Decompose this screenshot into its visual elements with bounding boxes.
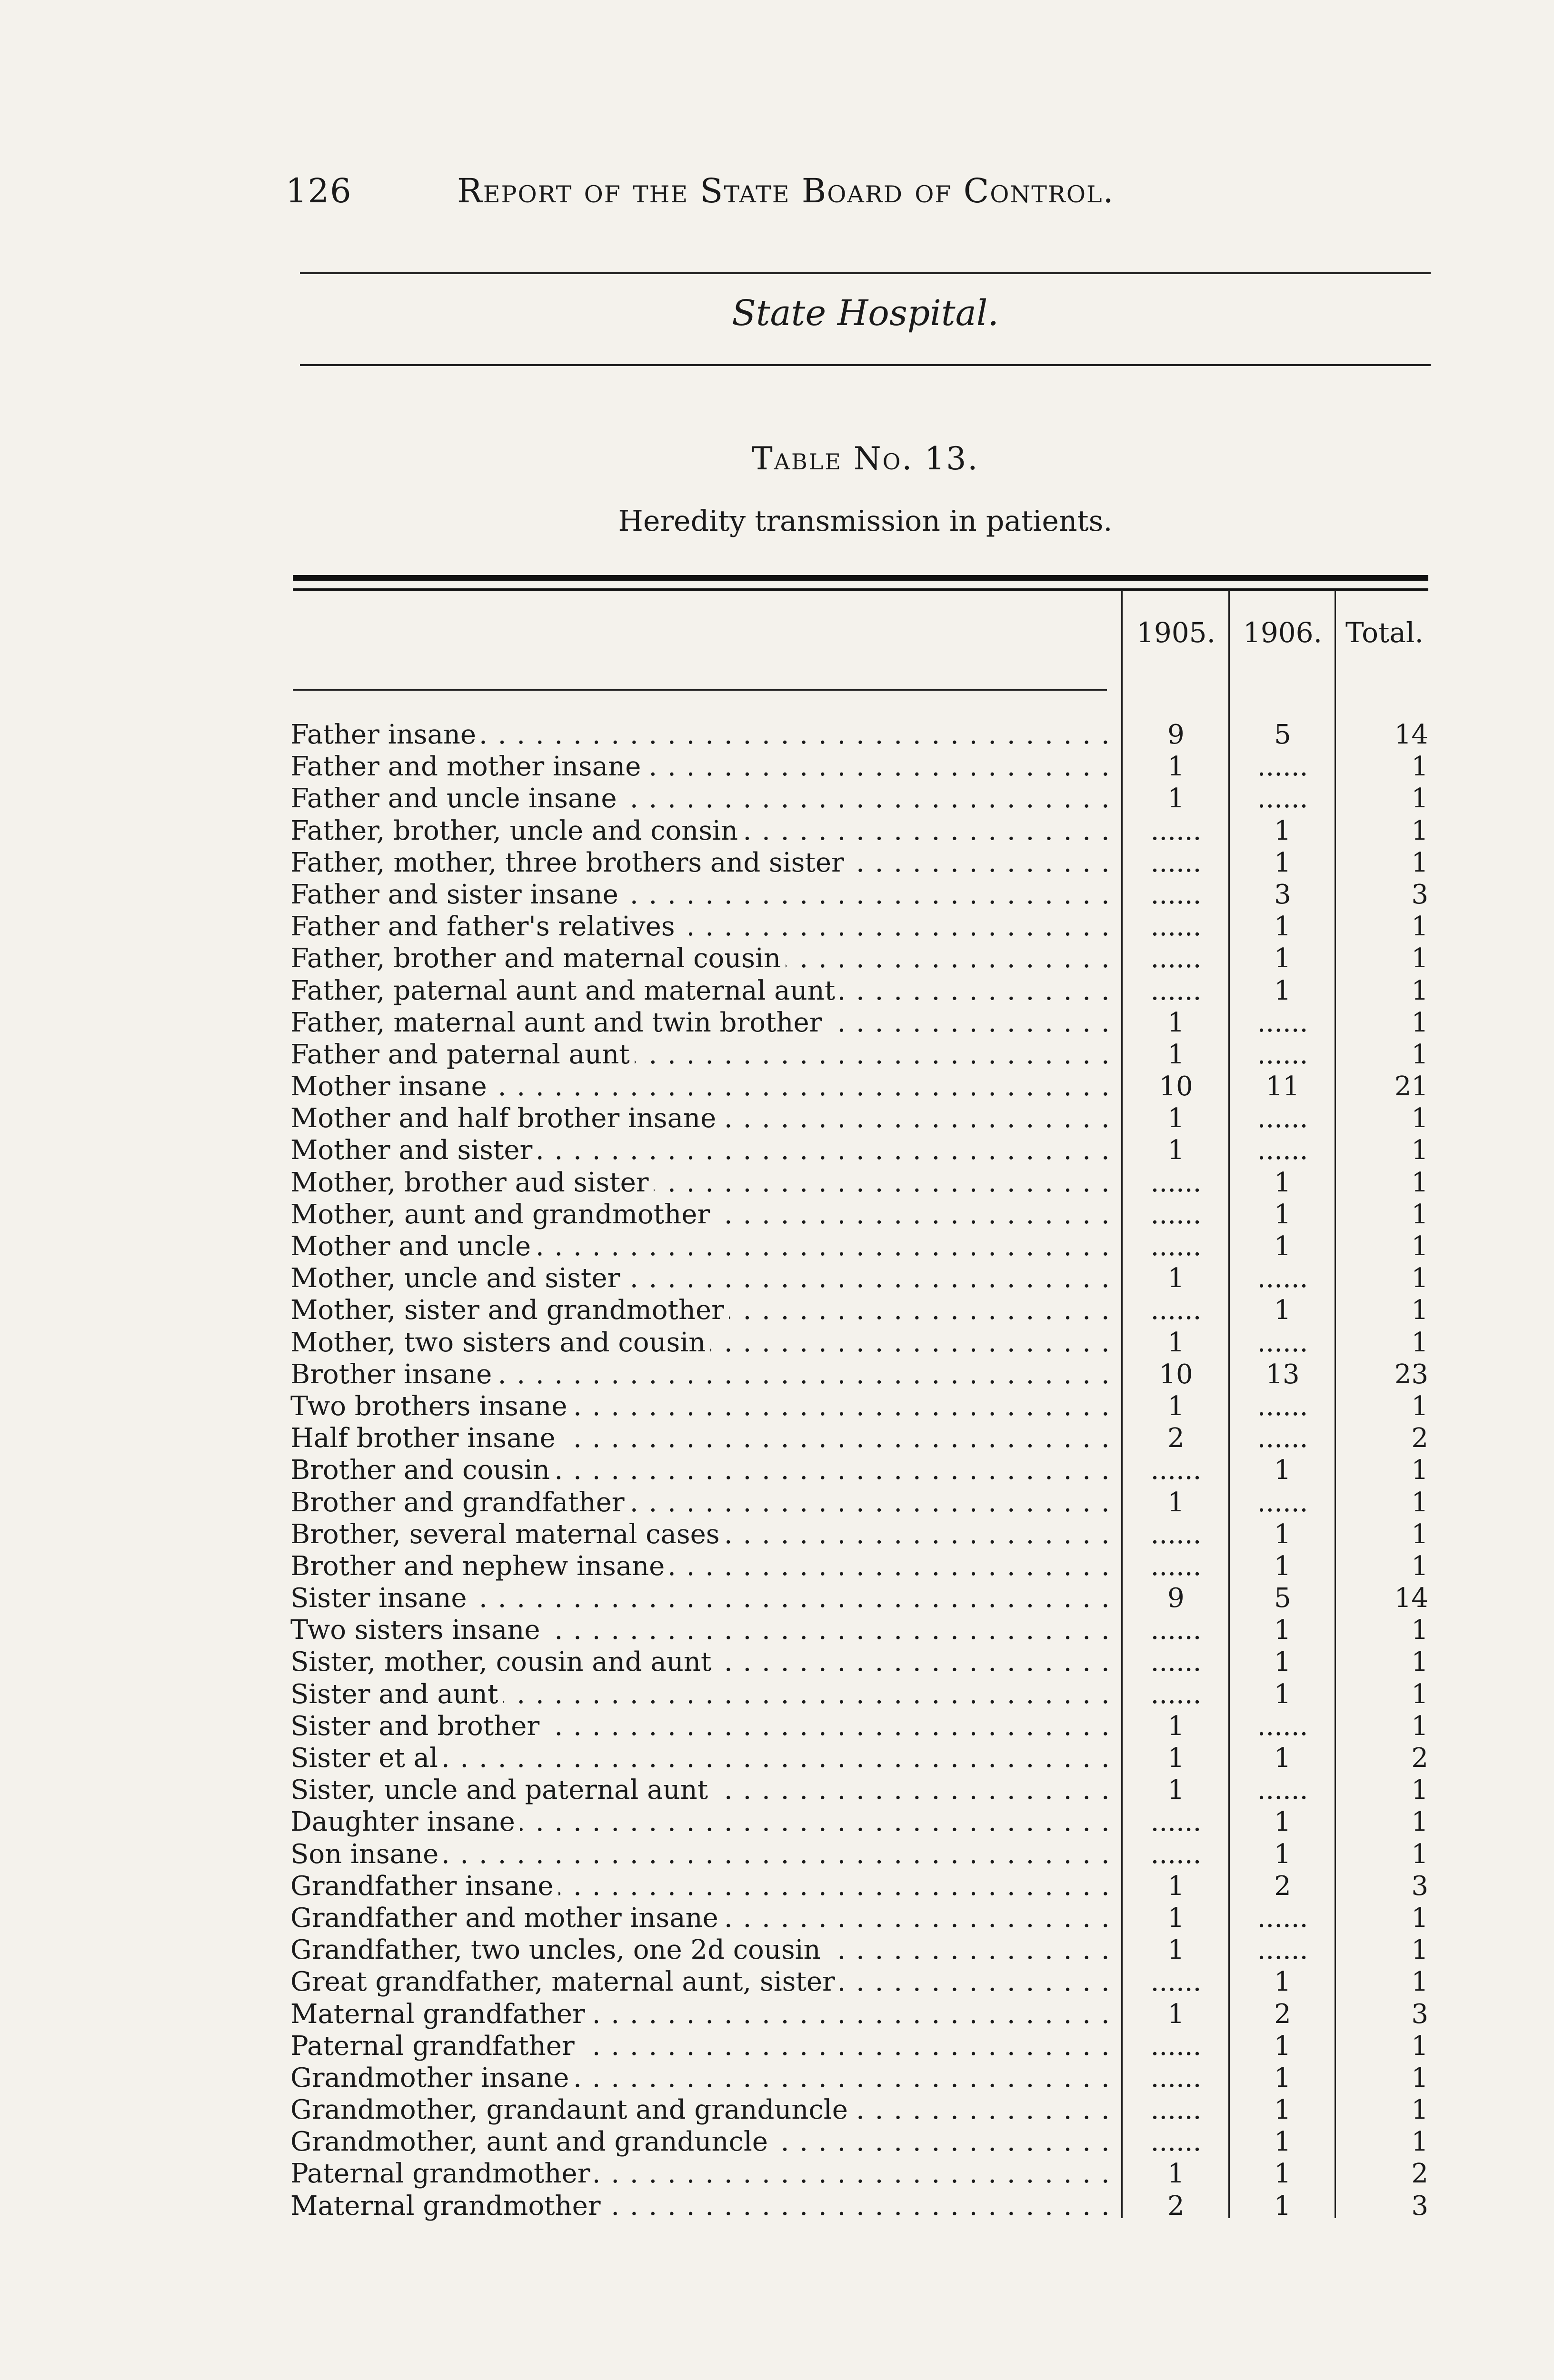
cell-1906: 1	[1274, 943, 1291, 974]
cell-1906: 1	[1274, 1678, 1291, 1710]
cell-1906: ......	[1257, 1902, 1308, 1934]
table-row	[290, 1359, 1433, 1390]
cell-total: 1	[1411, 751, 1428, 783]
table-row	[290, 1102, 1433, 1134]
table-top-rule-thin	[293, 588, 1428, 591]
row-label	[290, 1390, 1109, 1422]
table-row	[290, 1071, 1433, 1102]
cell-1906: 1	[1274, 2126, 1291, 2158]
column-header-1906: 1906.	[1243, 616, 1323, 649]
cell-1906: 1	[1274, 2062, 1291, 2093]
row-label-text: Half brother insane	[290, 1423, 560, 1454]
cell-total: 1	[1411, 847, 1428, 878]
row-label	[290, 2062, 1109, 2094]
cell-1906: 11	[1265, 1071, 1300, 1102]
row-label	[290, 2126, 1109, 2158]
cell-1905: 1	[1167, 1710, 1185, 1742]
table-row	[290, 1487, 1433, 1518]
row-label	[290, 1998, 1109, 2030]
cell-1905: ......	[1150, 1646, 1202, 1678]
row-label-text: Grandfather and mother insane	[290, 1903, 723, 1934]
row-label-text: Mother insane	[290, 1071, 492, 1102]
cell-1906: ......	[1257, 1327, 1308, 1358]
cell-total: 14	[1394, 1583, 1428, 1614]
row-label-text: Brother and nephew insane	[290, 1551, 669, 1582]
table-row	[290, 2158, 1433, 2190]
row-label	[290, 1774, 1109, 1806]
cell-total: 1	[1411, 1806, 1428, 1838]
table-body	[290, 719, 1433, 2222]
table-row	[290, 1230, 1433, 1262]
row-label-text: Father and mother insane	[290, 751, 646, 782]
row-label-text: Grandmother insane	[290, 2063, 574, 2093]
table-row	[290, 1550, 1433, 1582]
row-label-text: Grandfather, two uncles, one 2d cousin	[290, 1934, 826, 1965]
cell-1906: 1	[1274, 1806, 1291, 1838]
row-label	[290, 1518, 1109, 1550]
cell-1905: ......	[1150, 2062, 1202, 2093]
cell-1906: ......	[1257, 1263, 1308, 1294]
cell-1906: ......	[1257, 1710, 1308, 1742]
cell-1906: 2	[1274, 1870, 1291, 1902]
row-label	[290, 1838, 1109, 1870]
cell-1906: 1	[1274, 2030, 1291, 2062]
table-row	[290, 1167, 1433, 1199]
cell-1905: 1	[1167, 1390, 1185, 1422]
cell-1905: 1	[1167, 783, 1185, 814]
cell-1905: 1	[1167, 1039, 1185, 1070]
row-label	[290, 1806, 1109, 1838]
cell-total: 1	[1411, 783, 1428, 814]
cell-1906: 1	[1274, 1550, 1291, 1582]
table-row	[290, 1678, 1433, 1710]
cell-total: 1	[1411, 1646, 1428, 1678]
cell-1906: 1	[1274, 1743, 1291, 1774]
cell-total: 1	[1411, 1775, 1428, 1806]
row-label	[290, 783, 1109, 814]
section-title: State Hospital.	[732, 293, 999, 334]
cell-1905: ......	[1150, 1966, 1202, 1998]
cell-1906: 1	[1274, 911, 1291, 942]
cell-total: 1	[1411, 1902, 1428, 1934]
row-label-text: Paternal grandmother	[290, 2158, 595, 2189]
cell-1905: 1	[1167, 1103, 1185, 1134]
cell-total: 3	[1411, 2190, 1428, 2221]
cell-total: 1	[1411, 2094, 1428, 2126]
table-row	[290, 2126, 1433, 2158]
cell-1906: 1	[1274, 1295, 1291, 1326]
row-label	[290, 1102, 1109, 1134]
row-label-text: Mother, two sisters and cousin	[290, 1327, 710, 1358]
table-row	[290, 1199, 1433, 1230]
cell-1905: 2	[1167, 2190, 1185, 2221]
cell-1906: 2	[1274, 1998, 1291, 2030]
cell-total: 3	[1411, 1998, 1428, 2030]
cell-total: 1	[1411, 1295, 1428, 1326]
cell-total: 1	[1411, 1838, 1428, 1870]
cell-1906: 1	[1274, 1838, 1291, 1870]
cell-1906: ......	[1257, 1487, 1308, 1518]
row-label-text: Mother, aunt and grandmother	[290, 1199, 715, 1230]
table-row	[290, 1966, 1433, 1998]
cell-1906: 1	[1274, 1455, 1291, 1486]
row-label-text: Mother and half brother insane	[290, 1103, 721, 1134]
cell-total: 1	[1411, 1327, 1428, 1358]
cell-total: 1	[1411, 943, 1428, 974]
table-row	[290, 1518, 1433, 1550]
cell-1906: 1	[1274, 1199, 1291, 1230]
row-label-text: Grandmother, grandaunt and granduncle	[290, 2094, 853, 2125]
cell-1905: 1	[1167, 1135, 1185, 1166]
row-label-text: Father and uncle insane	[290, 783, 621, 814]
table-row	[290, 751, 1433, 783]
cell-total: 1	[1411, 975, 1428, 1006]
cell-1906: 5	[1274, 1583, 1291, 1614]
cell-1905: ......	[1150, 1199, 1202, 1230]
table-row	[290, 1454, 1433, 1486]
cell-1905: ......	[1150, 2094, 1202, 2126]
cell-1905: ......	[1150, 1167, 1202, 1198]
row-label-text: Father, maternal aunt and twin brother	[290, 1007, 827, 1038]
cell-total: 1	[1411, 2030, 1428, 2062]
cell-total: 1	[1411, 2062, 1428, 2093]
table-row	[290, 1646, 1433, 1678]
cell-1906: 3	[1274, 879, 1291, 910]
row-label-text: Sister, uncle and paternal aunt	[290, 1775, 713, 1805]
cell-1905: ......	[1150, 1455, 1202, 1486]
row-label	[290, 1230, 1109, 1262]
row-label	[290, 1678, 1109, 1710]
cell-total: 1	[1411, 1487, 1428, 1518]
row-label	[290, 751, 1109, 783]
cell-1906: 1	[1274, 1167, 1291, 1198]
cell-1905: 1	[1167, 1487, 1185, 1518]
row-label	[290, 1870, 1109, 1902]
row-label	[290, 2094, 1109, 2126]
row-label	[290, 815, 1109, 847]
row-label-text: Mother and sister	[290, 1135, 537, 1166]
section-rule	[300, 364, 1431, 366]
row-label-text: Daughter insane	[290, 1806, 520, 1837]
table-row	[290, 2030, 1433, 2062]
cell-1905: ......	[1150, 1518, 1202, 1550]
cell-1905: ......	[1150, 1615, 1202, 1646]
row-label-text: Brother and grandfather	[290, 1487, 629, 1518]
cell-1906: ......	[1257, 783, 1308, 814]
table-row	[290, 1134, 1433, 1166]
row-label	[290, 1902, 1109, 1934]
cell-1905: ......	[1150, 943, 1202, 974]
cell-1905: 1	[1167, 1327, 1185, 1358]
row-label-text: Brother insane	[290, 1359, 497, 1390]
row-label-text: Paternal grandfather	[290, 2031, 579, 2062]
row-label-text: Father and father's relatives	[290, 911, 680, 942]
table-row	[290, 1934, 1433, 1966]
row-label	[290, 1454, 1109, 1486]
row-label	[290, 1262, 1109, 1294]
top-rule	[300, 272, 1431, 274]
cell-1906: ......	[1257, 751, 1308, 783]
cell-1905: 1	[1167, 1007, 1185, 1038]
cell-1906: 1	[1274, 1615, 1291, 1646]
cell-1905: ......	[1150, 879, 1202, 910]
row-label-text: Father insane	[290, 719, 481, 750]
cell-1906: 1	[1274, 1966, 1291, 1998]
row-label	[290, 719, 1109, 751]
cell-1905: 1	[1167, 1743, 1185, 1774]
table-top-rule	[293, 575, 1428, 581]
row-label	[290, 1934, 1109, 1966]
row-label-text: Sister insane	[290, 1583, 472, 1614]
row-label-text: Father and sister insane	[290, 879, 623, 910]
row-label-text: Mother, uncle and sister	[290, 1263, 625, 1294]
row-label	[290, 1294, 1109, 1326]
cell-1906: 1	[1274, 2094, 1291, 2126]
row-label-text: Great grandfather, maternal aunt, sister	[290, 1966, 840, 1997]
row-label	[290, 1134, 1109, 1166]
table-row	[290, 815, 1433, 847]
table-row	[290, 1710, 1433, 1742]
row-label	[290, 1582, 1109, 1614]
row-label-text: Father, paternal aunt and maternal aunt	[290, 975, 840, 1006]
cell-total: 1	[1411, 1231, 1428, 1262]
cell-1906: 5	[1274, 719, 1291, 750]
cell-total: 1	[1411, 1966, 1428, 1998]
cell-1905: ......	[1150, 1678, 1202, 1710]
cell-1905: 1	[1167, 1998, 1185, 2030]
cell-1906: ......	[1257, 1934, 1308, 1966]
row-label	[290, 1071, 1109, 1102]
cell-total: 1	[1411, 1135, 1428, 1166]
row-label	[290, 1327, 1109, 1359]
row-label	[290, 1550, 1109, 1582]
cell-1906: 1	[1274, 2158, 1291, 2190]
cell-1905: 1	[1167, 2158, 1185, 2190]
row-label-text: Grandfather insane	[290, 1871, 558, 1902]
row-label-text: Mother and uncle	[290, 1231, 536, 1262]
table-subtitle: Heredity transmission in patients.	[618, 505, 1113, 538]
page-number: 126	[286, 171, 352, 210]
table-row	[290, 2190, 1433, 2222]
cell-1905: ......	[1150, 911, 1202, 942]
cell-1906: 1	[1274, 815, 1291, 846]
cell-1905: 1	[1167, 1263, 1185, 1294]
cell-total: 1	[1411, 815, 1428, 846]
cell-1906: 13	[1265, 1359, 1300, 1390]
cell-total: 1	[1411, 1934, 1428, 1966]
cell-1906: ......	[1257, 1103, 1308, 1134]
table-row	[290, 1614, 1433, 1646]
table-row	[290, 847, 1433, 879]
row-label-text: Father, brother and maternal cousin	[290, 943, 786, 974]
cell-total: 1	[1411, 1390, 1428, 1422]
row-label	[290, 1710, 1109, 1742]
cell-total: 1	[1411, 1615, 1428, 1646]
row-label-text: Two sisters insane	[290, 1615, 545, 1646]
table-row	[290, 2062, 1433, 2094]
cell-1906: 1	[1274, 847, 1291, 878]
table-row	[290, 1806, 1433, 1838]
row-label	[290, 1487, 1109, 1518]
cell-1905: 1	[1167, 1775, 1185, 1806]
table-row	[290, 1998, 1433, 2030]
row-label	[290, 1359, 1109, 1390]
row-label-text: Maternal grandmother	[290, 2191, 606, 2221]
table-row	[290, 975, 1433, 1007]
row-label	[290, 2190, 1109, 2222]
cell-total: 1	[1411, 1263, 1428, 1294]
table-row	[290, 1870, 1433, 1902]
table-row	[290, 1742, 1433, 1774]
row-label-text: Sister and brother	[290, 1711, 544, 1742]
row-label-text: Father, brother, uncle and consin	[290, 815, 743, 846]
cell-1905: ......	[1150, 1806, 1202, 1838]
table-row	[290, 1838, 1433, 1870]
cell-total: 1	[1411, 1039, 1428, 1070]
row-label	[290, 975, 1109, 1007]
cell-1905: 1	[1167, 1934, 1185, 1966]
cell-1906: 1	[1274, 1646, 1291, 1678]
cell-1906: 1	[1274, 2190, 1291, 2221]
cell-1905: ......	[1150, 847, 1202, 878]
cell-1905: ......	[1150, 2126, 1202, 2158]
cell-1906: 1	[1274, 1231, 1291, 1262]
row-label-text: Sister and aunt	[290, 1679, 503, 1710]
table-row	[290, 1582, 1433, 1614]
cell-1906: 1	[1274, 1518, 1291, 1550]
cell-1906: ......	[1257, 1775, 1308, 1806]
table-row	[290, 2094, 1433, 2126]
cell-total: 1	[1411, 1710, 1428, 1742]
table-row	[290, 1327, 1433, 1359]
table-row	[290, 1294, 1433, 1326]
cell-total: 1	[1411, 1199, 1428, 1230]
table-row	[290, 942, 1433, 974]
row-label-text: Mother, sister and grandmother	[290, 1295, 729, 1326]
row-label	[290, 1007, 1109, 1039]
cell-total: 1	[1411, 1007, 1428, 1038]
cell-total: 21	[1394, 1071, 1428, 1102]
running-head	[286, 171, 1428, 224]
cell-1905: 9	[1167, 719, 1185, 750]
row-label-text: Mother, brother aud sister	[290, 1167, 654, 1198]
cell-total: 3	[1411, 1870, 1428, 1902]
table-row	[290, 1422, 1433, 1454]
row-label-text: Sister et al	[290, 1743, 443, 1774]
cell-total: 1	[1411, 1455, 1428, 1486]
table-row	[290, 1390, 1433, 1422]
table-row	[290, 911, 1433, 942]
row-label	[290, 2158, 1109, 2190]
cell-1905: 1	[1167, 1870, 1185, 1902]
table-row	[290, 1774, 1433, 1806]
row-label	[290, 911, 1109, 942]
cell-1905: 1	[1167, 1902, 1185, 1934]
cell-1905: ......	[1150, 1838, 1202, 1870]
row-label-text: Maternal grandfather	[290, 1999, 590, 2030]
row-label	[290, 1614, 1109, 1646]
cell-total: 1	[1411, 1678, 1428, 1710]
cell-1905: 10	[1159, 1359, 1193, 1390]
cell-1905: 1	[1167, 751, 1185, 783]
row-label	[290, 1742, 1109, 1774]
row-label-text: Father and paternal aunt	[290, 1039, 635, 1070]
cell-total: 1	[1411, 2126, 1428, 2158]
row-label-text: Son insane	[290, 1839, 443, 1870]
cell-total: 1	[1411, 1103, 1428, 1134]
row-label-text: Brother, several maternal cases	[290, 1519, 725, 1550]
row-label	[290, 2030, 1109, 2062]
table-row	[290, 1262, 1433, 1294]
cell-1905: ......	[1150, 975, 1202, 1006]
cell-1906: ......	[1257, 1390, 1308, 1422]
row-label	[290, 1966, 1109, 1998]
cell-1906: ......	[1257, 1135, 1308, 1166]
cell-total: 1	[1411, 1518, 1428, 1550]
row-label	[290, 1039, 1109, 1071]
cell-total: 1	[1411, 1167, 1428, 1198]
cell-1905: ......	[1150, 2030, 1202, 2062]
cell-total: 2	[1411, 2158, 1428, 2190]
table-row	[290, 1902, 1433, 1934]
row-label-text: Sister, mother, cousin and aunt	[290, 1646, 716, 1677]
table-row	[290, 1039, 1433, 1071]
row-label-text: Grandmother, aunt and granduncle	[290, 2126, 773, 2157]
row-label-text: Father, mother, three brothers and sister	[290, 847, 849, 878]
row-label	[290, 847, 1109, 879]
row-label	[290, 1199, 1109, 1230]
cell-1905: 9	[1167, 1583, 1185, 1614]
header-rule	[293, 689, 1107, 691]
cell-1905: ......	[1150, 815, 1202, 846]
cell-1905: 10	[1159, 1071, 1193, 1102]
table-row	[290, 1007, 1433, 1039]
cell-1905: ......	[1150, 1231, 1202, 1262]
cell-1906: 1	[1274, 975, 1291, 1006]
cell-1905: 2	[1167, 1423, 1185, 1454]
cell-total: 23	[1394, 1359, 1428, 1390]
cell-total: 1	[1411, 911, 1428, 942]
column-header-total: Total.	[1345, 616, 1424, 649]
table-title: Table No. 13.	[751, 440, 979, 477]
cell-total: 3	[1411, 879, 1428, 910]
cell-total: 2	[1411, 1743, 1428, 1774]
cell-total: 1	[1411, 1550, 1428, 1582]
cell-1906: ......	[1257, 1039, 1308, 1070]
row-label	[290, 942, 1109, 974]
table-row	[290, 719, 1433, 751]
cell-1905: ......	[1150, 1295, 1202, 1326]
row-label	[290, 1646, 1109, 1678]
cell-total: 14	[1394, 719, 1428, 750]
row-label	[290, 1422, 1109, 1454]
table-row	[290, 879, 1433, 911]
cell-1906: ......	[1257, 1423, 1308, 1454]
column-header-1905: 1905.	[1136, 616, 1216, 649]
table-row	[290, 783, 1433, 814]
row-label	[290, 879, 1109, 911]
cell-total: 2	[1411, 1423, 1428, 1454]
running-title: Report of the State Board of Control.	[457, 171, 1115, 210]
row-label	[290, 1167, 1109, 1199]
row-label-text: Brother and cousin	[290, 1455, 555, 1486]
cell-1905: ......	[1150, 1550, 1202, 1582]
row-label-text: Two brothers insane	[290, 1391, 572, 1422]
cell-1906: ......	[1257, 1007, 1308, 1038]
